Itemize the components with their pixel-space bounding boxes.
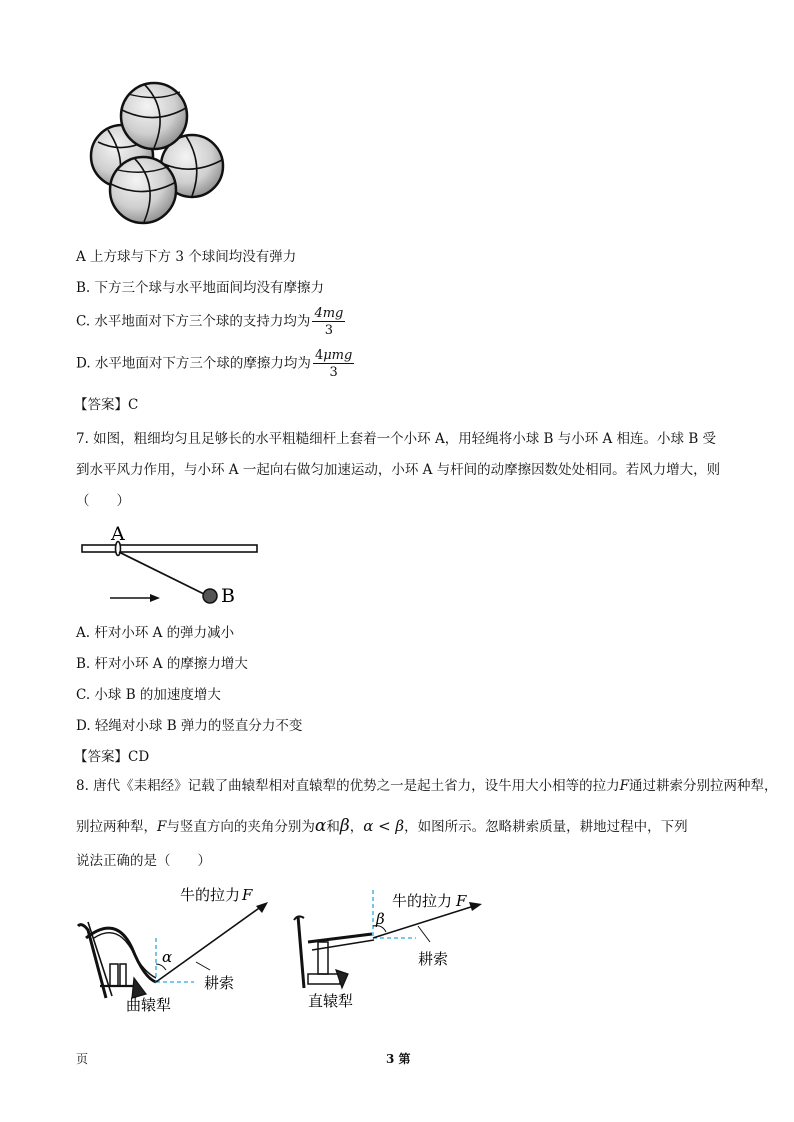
q8-stem-line1 xyxy=(76,776,778,796)
plow-name-left: 曲辕犁 xyxy=(126,996,172,1014)
fraction-denominator: 3 xyxy=(329,365,338,380)
force-arrow-head-left xyxy=(256,902,268,913)
curved-beam-plow xyxy=(78,922,156,998)
q7-option-d: D. 轻绳对小球 B 弹力的竖直分力不变 xyxy=(76,718,303,734)
q6-option-c-text: C. 水平地面对下方三个球的支持力均为 xyxy=(76,313,311,330)
rope-pointer-left xyxy=(196,962,210,970)
ball-b xyxy=(203,589,217,603)
fraction-numerator xyxy=(313,348,354,364)
q8-stem-part2b: 别拉两种犁， xyxy=(76,819,157,835)
light-rope xyxy=(119,552,206,595)
force-symbol-right: F xyxy=(456,892,467,910)
q6-answer: 【答案】C xyxy=(74,397,139,413)
numerator-coefficient: 4 xyxy=(314,348,324,363)
label-b: B xyxy=(221,585,235,607)
q7-stem: 7. 如图，粗细均匀且足够长的水平粗糙细杆上套着一个小环 A，用轻绳将小球 B 与小环 A 相连。小球 B 受到水平风力作用，与小环 A 一起向右做匀加速运动，小环 A 与杆间的动摩擦因数处处相同。若风力增大，则（ ） xyxy=(76,431,721,509)
numerator-mu-mg: μmg xyxy=(323,348,353,363)
q6-option-b: B. 下方三个球与水平地面间均没有摩擦力 xyxy=(76,280,325,296)
q6-option-d xyxy=(76,348,354,380)
footer-left: 页 xyxy=(76,1052,89,1066)
rope-label-left: 耕索 xyxy=(204,974,235,992)
ball-front xyxy=(110,157,176,223)
rope-pointer-right xyxy=(418,926,430,942)
q7-answer: 【答案】CD xyxy=(74,749,150,765)
alpha-symbol: α xyxy=(314,816,327,836)
plow-name-right: 直辕犁 xyxy=(308,992,354,1010)
q8-plow-figure xyxy=(72,878,502,1018)
wind-arrow-head xyxy=(150,594,160,602)
q6-option-c xyxy=(76,306,345,338)
q6-option-a: A 上方球与下方 3 个球间均没有弹力 xyxy=(76,249,297,265)
rope-label-right: 耕索 xyxy=(418,950,449,968)
q7-option-c: C. 小球 B 的加速度增大 xyxy=(76,687,221,703)
horizontal-rod xyxy=(82,545,257,552)
q8-and: 和 xyxy=(326,819,340,835)
stacked-balls-figure xyxy=(88,80,228,230)
straight-beam-plow xyxy=(294,916,374,988)
q6-option-c-fraction xyxy=(312,306,345,338)
fraction-denominator: 3 xyxy=(324,323,334,338)
q7-figure xyxy=(78,520,268,610)
force-label-left: 牛的拉力 xyxy=(180,886,241,904)
q8-stem-line2 xyxy=(76,816,688,837)
force-symbol: F xyxy=(619,778,630,794)
label-a: A xyxy=(111,523,125,545)
page-number: 3 第 xyxy=(386,1052,411,1066)
q8-stem-part4a: ，如图所示。忽略耕索质量，耕地过程中，下列 xyxy=(404,819,688,835)
ball-top xyxy=(121,83,187,149)
angle-inequality: α < β xyxy=(363,817,405,835)
angle-label-alpha: α xyxy=(162,948,173,966)
fraction-numerator: 4mg xyxy=(314,306,344,321)
q8-stem-part1: 8. 唐代《耒耜经》记载了曲辕犁相对直辕犁的优势之一是起土省力，设牛用大小相等的拉力 xyxy=(76,778,620,794)
q6-option-d-fraction xyxy=(313,348,354,380)
force-symbol-left: F xyxy=(242,886,253,904)
force-symbol: F xyxy=(157,819,167,835)
q7-option-a: A. 杆对小环 A 的弹力减小 xyxy=(76,625,235,641)
q8-stem-part2: 通过耕索分别拉两种犁， xyxy=(629,778,778,794)
plow-rope-left xyxy=(156,906,262,982)
force-label-right: 牛的拉力 xyxy=(392,892,453,910)
q8-stem-part3: 与竖直方向的夹角分别为 xyxy=(166,819,315,835)
q8-stem-line3: 说法正确的是（ ） xyxy=(76,853,211,869)
q6-option-d-text: D. 水平地面对下方三个球的摩擦力均为 xyxy=(76,355,311,372)
angle-label-beta: β xyxy=(376,910,385,928)
q8-comma: ， xyxy=(349,819,364,835)
beta-symbol: β xyxy=(339,816,350,836)
force-arrow-head-right xyxy=(469,902,482,911)
q7-option-b: B. 杆对小环 A 的摩擦力增大 xyxy=(76,656,248,672)
